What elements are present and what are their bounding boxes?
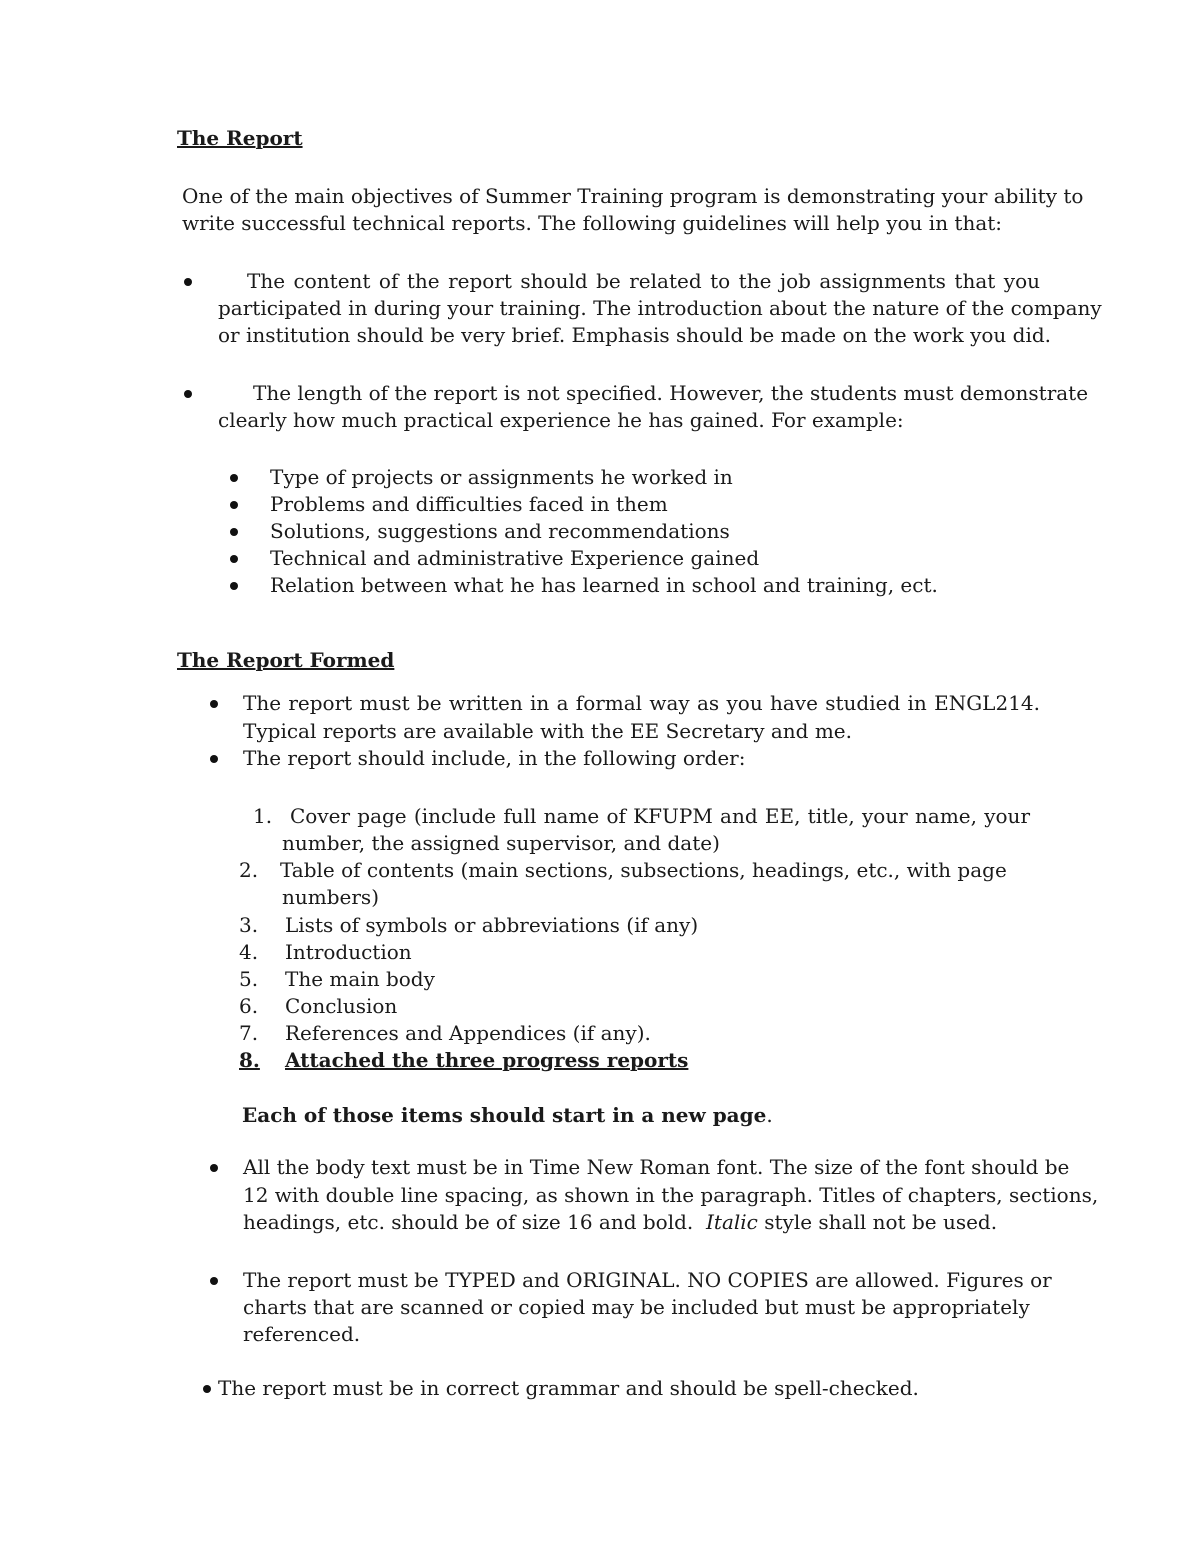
order-number: 8. (239, 1048, 260, 1072)
order-item-7: References and Appendices (if any). (285, 1021, 651, 1045)
bullet-icon (230, 582, 238, 590)
format-bullet1-line-1: The report must be written in a formal way as you have studied in ENGL214. (243, 691, 1040, 715)
font-rule-line-1: All the body text must be in Time New Roman font. The size of the font should be (243, 1155, 1070, 1179)
bullet-icon (210, 1277, 218, 1285)
order-number: 7. (239, 1021, 259, 1045)
bullet-icon (230, 555, 238, 563)
order-item-8: Attached the three progress reports (285, 1048, 689, 1072)
bullet-icon (210, 700, 218, 708)
order-number: 2. (239, 858, 259, 882)
order-item-2-line-1: Table of contents (main sections, subsections, headings, etc., with page (280, 858, 1007, 882)
order-item-6: Conclusion (285, 994, 398, 1018)
bullet-icon (184, 278, 192, 286)
order-number: 4. (239, 940, 259, 964)
example-item: Type of projects or assignments he worked in (270, 465, 733, 489)
font-rule-italic-word: Italic (706, 1210, 758, 1234)
bullet1-line-3: or institution should be very brief. Emphasis should be made on the work you did. (218, 323, 1052, 347)
bullet-icon (210, 1164, 218, 1172)
bullet1-line-1: The content of the report should be related to the job assignments that you (247, 269, 1040, 293)
order-number: 1. (253, 804, 273, 828)
typed-rule-line-2: charts that are scanned or copied may be included but must be appropriately (243, 1295, 1030, 1319)
section-heading-the-report: The Report (177, 126, 303, 150)
bullet-icon (230, 528, 238, 536)
order-item-5: The main body (285, 967, 435, 991)
order-number: 6. (239, 994, 259, 1018)
order-item-3: Lists of symbols or abbreviations (if any) (285, 913, 699, 937)
font-rule-line-2: 12 with double line spacing, as shown in the paragraph. Titles of chapters, sections, (243, 1183, 1099, 1207)
order-item-2-line-2: numbers) (282, 885, 379, 909)
font-rule-line-3-a: headings, etc. should be of size 16 and bold. (243, 1210, 694, 1234)
bullet2-line-1: The length of the report is not specified. However, the students must demonstrate (253, 381, 1089, 405)
bullet-icon (210, 755, 218, 763)
format-bullet2-line-1: The report should include, in the following order: (243, 746, 746, 770)
grammar-rule: The report must be in correct grammar and should be spell-checked. (218, 1376, 919, 1400)
section-heading-report-formed: The Report Formed (177, 648, 395, 672)
example-item: Problems and difficulties faced in them (270, 492, 668, 516)
bullet1-line-2: participated in during your training. The introduction about the nature of the company (218, 296, 1102, 320)
order-item-1-line-2: number, the assigned supervisor, and date) (282, 831, 720, 855)
typed-rule-line-1: The report must be TYPED and ORIGINAL. NO COPIES are allowed. Figures or (243, 1268, 1052, 1292)
new-page-note (242, 1102, 773, 1129)
example-item: Relation between what he has learned in school and training, ect. (270, 573, 938, 597)
order-number: 3. (239, 913, 259, 937)
new-page-note-text: Each of those items should start in a new page (242, 1103, 767, 1127)
intro-line-2: write successful technical reports. The following guidelines will help you in that: (182, 211, 1003, 235)
intro-line-1: One of the main objectives of Summer Training program is demonstrating your ability to (182, 184, 1084, 208)
font-rule-line-3 (243, 1209, 997, 1236)
new-page-note-period: . (766, 1103, 773, 1127)
order-item-1-line-1: Cover page (include full name of KFUPM and EE, title, your name, your (290, 804, 1030, 828)
format-bullet1-line-2: Typical reports are available with the EE Secretary and me. (243, 719, 853, 743)
bullet-icon (184, 390, 192, 398)
typed-rule-line-3: referenced. (243, 1322, 361, 1346)
bullet-icon (203, 1385, 211, 1393)
order-item-4: Introduction (285, 940, 412, 964)
example-item: Technical and administrative Experience gained (270, 546, 760, 570)
font-rule-line-3-b: style shall not be used. (764, 1210, 998, 1234)
bullet2-line-2: clearly how much practical experience he has gained. For example: (218, 408, 904, 432)
order-number: 5. (239, 967, 259, 991)
example-item: Solutions, suggestions and recommendations (270, 519, 730, 543)
bullet-icon (230, 474, 238, 482)
bullet-icon (230, 501, 238, 509)
